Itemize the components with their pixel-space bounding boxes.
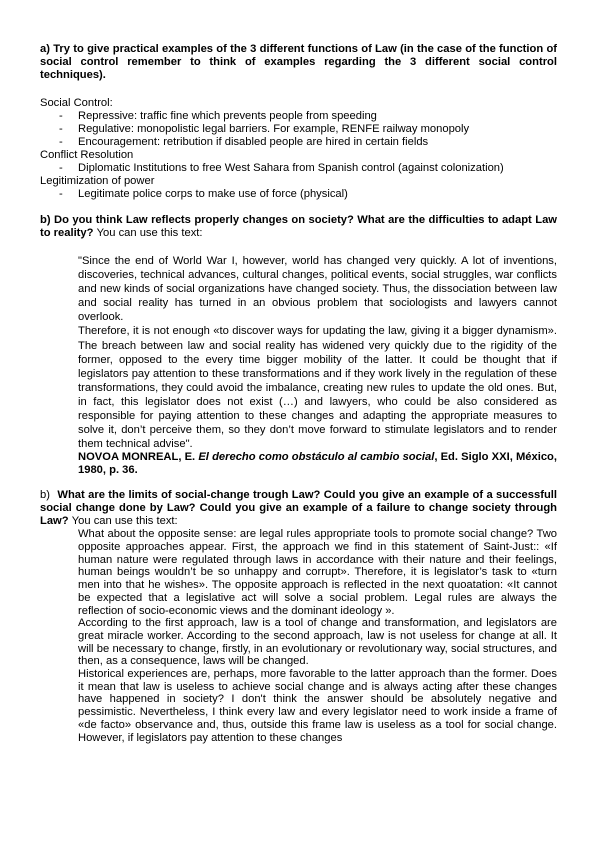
quote-b1-paragraph-1: "Since the end of World War I, however, world has changed very quickly. A lot of inventions, discoveries, technical advances, cultural changes, political events, social struggles, war conflicts and new kinds of social organizations have changed society. Thus, the dissociation between law and social reality has turned in an obvious problem that sociologists and lawyers cannot overlook. <box>78 255 557 324</box>
citation-author: NOVOA MONREAL, E. <box>78 451 196 464</box>
list-item-text: Regulative: monopolistic legal barriers. For example, RENFE railway monopoly <box>78 123 470 135</box>
list-item <box>40 110 557 123</box>
list-legitimization <box>40 188 557 201</box>
dash-bullet: - <box>59 162 63 174</box>
list-item-text: Legitimate police corps to make use of force (physical) <box>78 188 348 200</box>
list-item-text: Diplomatic Institutions to free West Sahara from Spanish control (against colonization) <box>78 162 504 174</box>
quote-b2 <box>78 528 557 744</box>
list-item <box>40 188 557 201</box>
quote-b1 <box>78 254 557 477</box>
group-label-legitimization: Legitimization of power <box>40 175 155 187</box>
question-b2-prompt: You can use this text: <box>71 515 178 528</box>
document-page <box>40 43 557 744</box>
list-item-text: Encouragement: retribution if disabled people are hired in certain fields <box>78 136 429 148</box>
list-social-control <box>40 110 557 149</box>
list-conflict-resolution <box>40 162 557 175</box>
question-b2-lead: b) <box>40 489 50 502</box>
quote-b1-paragraph-2: Therefore, it is not enough «to discover ways for updating the law, giving it a bigger dynamism». The breach between law and social reality has widened very quickly due to the rigidity of the former, opposed to the every time bigger mobility of the latter. It could be thought that if legislators pay attention to these transformations and if they work lively in the regulation of these transformations, they could avoid the imbalance, creating new rules to update the old ones. But, in fact, this legislator does not exist (…) and lawyers, who could be also considered as responsible for paying attention to these changes and adapting the appropriate measures to solve it, don’t perceive them, so they don’t move forward to stimulate legislators and to render them technical advise". <box>78 325 557 451</box>
list-item-text: Repressive: traffic fine which prevents people from speeding <box>78 110 377 122</box>
quote-b2-paragraph-2: According to the first approach, law is a tool of change and transformation, and legislators are great miracle worker. According to the second approach, law is not useless for change at all. It will be necessary to change, firstly, in an evolutionary or revolutionary way, social structures, and then, as a consequence, laws will be changed. <box>78 617 557 668</box>
group-label-social-control: Social Control: <box>40 97 113 109</box>
list-item <box>40 162 557 175</box>
answer-a <box>40 97 557 201</box>
dash-bullet: - <box>59 188 63 200</box>
citation-title: El derecho como obstáculo al cambio social <box>198 451 435 464</box>
question-a: a) Try to give practical examples of the 3 different functions of Law (in the case of the function of social control remember to think of examples regarding the 3 different social control techniques). <box>40 43 557 81</box>
question-b2 <box>40 489 557 528</box>
dash-bullet: - <box>59 136 63 148</box>
quote-b2-paragraph-1: What about the opposite sense: are legal rules appropriate tools to promote social change? Two opposite approaches appear. First, the approach we find in this statement of Saint-Just:: «If human nature were regulated through laws in accordance with their nature and their feelings, human beings wouldn’t be so unhappy and corrupt». Therefore, it is legislator’s task to «turn men into that he wishes». The opposite approach is reflected in the next quoatation: «It cannot be expected that a legislative act will solve a social problem. Legal rules are always the reflection of socio-economic views and the dominant ideology ». <box>78 528 557 617</box>
dash-bullet: - <box>59 123 63 135</box>
question-b1-text: b) Do you think Law reflects properly changes on society? What are the difficulties to adapt Law to reality? <box>40 214 557 239</box>
question-b1-prompt: You can use this text: <box>96 227 203 239</box>
question-b2-text: What are the limits of social-change trough Law? Could you give an example of a successfull social change done by Law? Could you give an example of a failure to change society through Law? <box>40 489 557 528</box>
question-b1 <box>40 214 557 240</box>
citation-details: , Ed. Siglo XXI, México, 1980, p. 36. <box>78 451 558 477</box>
list-item <box>40 123 557 136</box>
dash-bullet: - <box>59 110 63 122</box>
group-label-conflict-resolution: Conflict Resolution <box>40 149 134 161</box>
quote-b2-paragraph-3: Historical experiences are, perhaps, more favorable to the latter approach than the former. Does it mean that law is useless to achieve social change and is always acting after these changes have happened in society? I don't think the answer should be absolutely negative and pessimistic. Nevertheless, I think every law and every legislator need to work inside a frame of «de facto» observance and, thus, outside this frame law is useless as a tool for social change. However, if legislators pay attention to these changes <box>78 668 557 744</box>
quote-b1-citation <box>78 451 557 477</box>
list-item <box>40 136 557 149</box>
